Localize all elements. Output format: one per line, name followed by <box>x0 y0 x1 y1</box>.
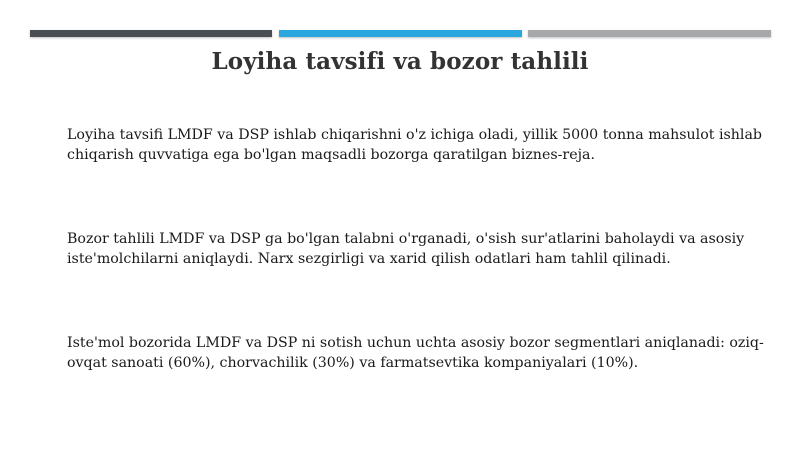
project-description-paragraph: Loyiha tavsifi LMDF va DSP ishlab chiqarishni o'z ichiga oladi, yillik 5000 tonna mahsulot ishlab chiqarish quvvatiga ega bo'lgan maqsadli bozorga qaratilgan biznes-reja. <box>67 127 763 163</box>
accent-bar-gray <box>528 30 771 37</box>
slide-title: Loyiha tavsifi va bozor tahlili <box>211 48 589 75</box>
accent-bar-dark <box>30 30 272 37</box>
market-segments-paragraph: Iste'mol bozorida LMDF va DSP ni sotish uchun uchta asosiy bozor segmentlari aniqlanadi: oziq-ovqat sanoati (60%), chorvachilik (30%) va farmatsevtika kompaniyalari (10%). <box>67 335 764 371</box>
accent-bar-blue <box>279 30 522 37</box>
market-analysis-paragraph: Bozor tahlili LMDF va DSP ga bo'lgan talabni o'rganadi, o'sish sur'atlarini baholaydi va asosiy iste'molchilarni aniqlaydi. Narx sezgirligi va xarid qilish odatlari ham tahlil qilinadi. <box>67 231 745 267</box>
header-accent-bars <box>30 30 771 38</box>
